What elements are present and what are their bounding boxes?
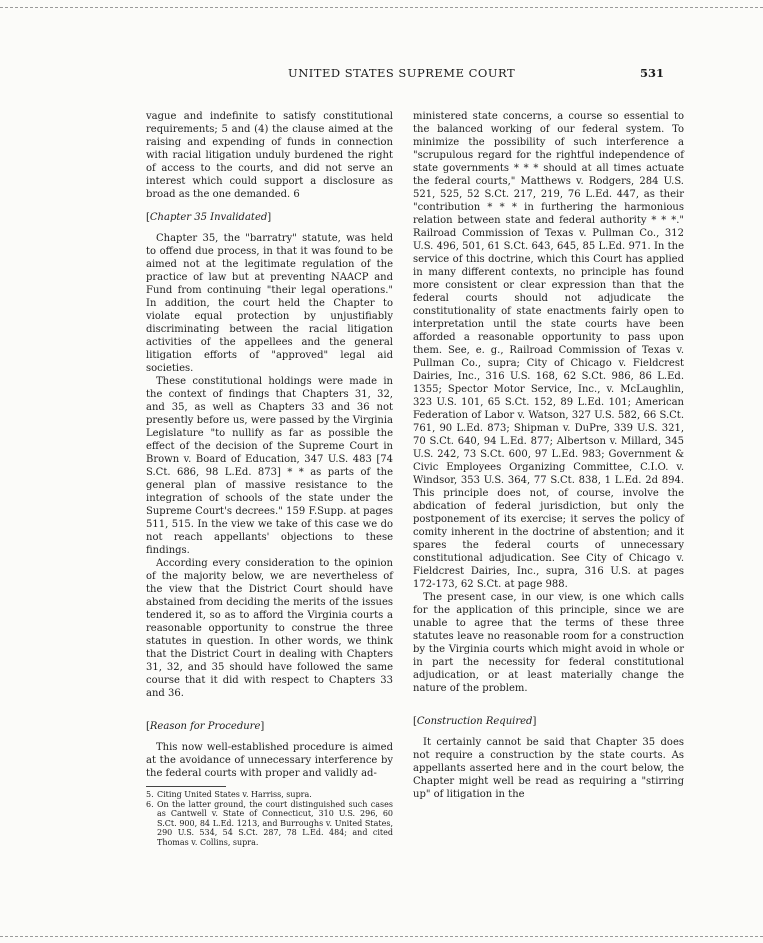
paragraph: It certainly cannot be said that Chapter 35 does not require a construction by the state courts. As appellants asserted here and in the court below, the Chapter might well be read as requiring a "stirring up" of litigation in the: [413, 737, 684, 800]
left-column: [146, 110, 393, 847]
section-heading-text: Construction Required: [416, 716, 533, 727]
page-header: [0, 66, 763, 84]
paragraph: vague and indefinite to satisfy constitutional requirements; 5 and (4) the clause aimed at the raising and expending of funds in connection with racial litigation unduly burdened the right of access to the courts, and did not serve an interest which could support a disclosure as broad as the one demanded. 6: [146, 111, 393, 200]
footnote-rule: [146, 786, 226, 787]
paragraph: According every consideration to the opinion of the majority below, we are nevertheless of the view that the District Court should have abstained from deciding the merits of the issues tendered it, so as to afford the Virginia courts a reasonable opportunity to construe the three statutes in question. In other words, we think that the District Court in dealing with Chapters 31, 32, and 35 should have followed the same course that it did with respect to Chapters 33 and 36.: [146, 558, 393, 699]
running-head: UNITED STATES SUPREME COURT: [288, 66, 516, 80]
top-scan-edge: [0, 7, 763, 8]
paragraph: Chapter 35, the "barratry" statute, was held to offend due process, in that it was found to be aimed not at the legitimate regulation of the practice of law but at preventing NAACP and Fund from continuing "their legal operations." In addition, the court held the Chapter to violate equal protection by unjustifiably discriminating between the racial litigation activities of the appellees and the general litigation efforts of "approved" legal aid societies.: [146, 233, 393, 374]
section-heading: [Chapter 35 Invalidated]: [146, 212, 272, 223]
paragraph: ministered state concerns, a course so essential to the balanced working of our federal system. To minimize the possibility of such interference a "scrupulous regard for the rightful independence of state governments * * * should at all times actuate the federal courts," Matthews v. Rodgers, 284 U.S. 521, 525, 52 S.Ct. 217, 219, 76 L.Ed. 447, as their "contribution * * * in furthering the harmonious relation between state and federal authority * * *." Railroad Commission of Texas v. Pullman Co., 312 U.S. 496, 501, 61 S.Ct. 643, 645, 85 L.Ed. 971. In the service of this doctrine, which this Court has applied in many different contexts, no principle has found more consistent or clear expression than that the federal courts should not adjudicate the constitutionality of state enactments fairly open to interpretation until the state courts have been afforded a reasonable opportunity to pass upon them. See, e. g., Railroad Commission of Texas v. Pullman Co., supra; City of Chicago v. Fieldcrest Dairies, Inc., 316 U.S. 168, 62 S.Ct. 986, 86 L.Ed. 1355; Spector Motor Service, Inc., v. McLaughlin, 323 U.S. 101, 65 S.Ct. 152, 89 L.Ed. 101; American Federation of Labor v. Watson, 327 U.S. 582, 66 S.Ct. 761, 90 L.Ed. 873; Shipman v. DuPre, 339 U.S. 321, 70 S.Ct. 640, 94 L.Ed. 877; Albertson v. Millard, 345 U.S. 242, 73 S.Ct. 600, 97 L.Ed. 983; Government & Civic Employees Organizing Committee, C.I.O. v. Windsor, 353 U.S. 364, 77 S.Ct. 838, 1 L.Ed. 2d 894. This principle does not, of course, involve the abdication of federal jurisdiction, but only the postponement of its exercise; it serves the policy of comity inherent in the doctrine of abstention; and it spares the federal courts of unnecessary constitutional adjudication. See City of Chicago v. Fieldcrest Dairies, Inc., supra, 316 U.S. at pages 172-173, 62 S.Ct. at page 988.: [413, 111, 684, 590]
footnote: 5. Citing United States v. Harriss, supra.: [146, 790, 312, 799]
bottom-scan-edge: [0, 936, 763, 937]
section-heading: [Reason for Procedure]: [146, 721, 265, 732]
paragraph: These constitutional holdings were made in the context of findings that Chapters 31, 32, and 35, as well as Chapters 33 and 36 not presently before us, were passed by the Virginia Legislature "to nullify as far as possible the effect of the decision of the Supreme Court in Brown v. Board of Education, 347 U.S. 483 [74 S.Ct. 686, 98 L.Ed. 873] * * as parts of the general plan of massive resistance to the integration of schools of the state under the Supreme Court's decrees." 159 F.Supp. at pages 511, 515. In the view we take of this case we do not reach appellants' objections to these findings.: [146, 376, 393, 556]
section-heading-text: Reason for Procedure: [149, 721, 261, 732]
paragraph: The present case, in our view, is one which calls for the application of this principle, since we are unable to agree that the terms of these three statutes leave no reasonable room for a construction by the Virginia courts which might avoid in whole or in part the necessity for federal constitutional adjudication, or at least materially change the nature of the problem.: [413, 592, 684, 694]
right-column: [413, 110, 684, 801]
paragraph: This now well-established procedure is aimed at the avoidance of unnecessary interference by the federal courts with proper and validly ad-: [146, 742, 393, 779]
section-heading: [Construction Required]: [413, 716, 537, 727]
footnote: 6. On the latter ground, the court distinguished such cases as Cantwell v. State of Connecticut, 310 U.S. 296, 60 S.Ct. 900, 84 L.Ed. 1213, and Burroughs v. United States, 290 U.S. 534, 54 S.Ct. 287, 78 L.Ed. 484; and cited Thomas v. Collins, supra.: [146, 799, 393, 847]
section-heading-text: Chapter 35 Invalidated: [149, 212, 268, 223]
page-number: 531: [640, 66, 665, 80]
